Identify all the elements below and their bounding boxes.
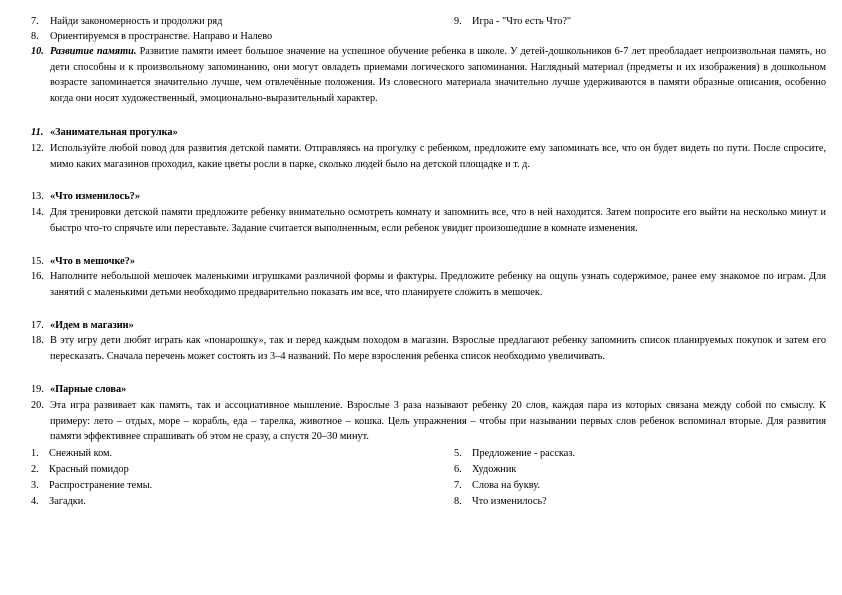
item-number: 13. [31,191,44,202]
item-number: 7. [454,480,462,491]
bottom-list-item-3 [31,478,152,494]
item-text: Найди закономерность и продолжи ряд [50,16,223,27]
item-paragraph [50,44,826,106]
item-number: 2. [31,464,39,475]
item-text: Загадки. [49,496,86,507]
item-text: Игра - "Что есть Что?" [472,16,572,27]
bottom-list-item-7 [454,478,540,494]
item-text: Развитие памяти имеет большое значение на успешное обучение ребенка в школе. У детей-дошкольников 6-7 лет преобладает непроизвольная память, но дети способны и к произвольному запоминанию, они могут овладеть приемами логического запоминания. Наглядный материал (предметы и их изображения) в дошкольном возрасте запоминается значительно лучше, чем отвлечённые положения. Из словесного материала значительно лучше удерживаются в памяти образные описания, особенно когда они носят художественный, эмоционально-выразительный характер. [50,46,826,104]
item-heading: «Идем в магазин» [50,320,134,331]
bottom-list-item-2 [31,462,129,478]
item-text: Красный помидор [49,464,129,475]
item-number: 16. [31,271,44,282]
item-number: 7. [31,16,39,27]
bottom-list-item-8 [454,494,547,510]
item-heading: «Что изменилось?» [50,191,140,202]
item-number: 19. [31,384,44,395]
item-number: 8. [31,31,39,42]
item-number: 5. [454,448,462,459]
item-heading: «Парные слова» [50,384,127,395]
item-text: Распространение темы. [49,480,153,491]
item-text: Для тренировки детской памяти предложите ребенку внимательно осмотреть комнату и запомнить все, что в ней находится. Затем попросите его выйти на несколько минут и быстро что-то спрячьте или переставьте. Задание считается выполненным, если ребенок увидит произошедшие в комнате изменения. [50,207,826,234]
item-number: 9. [454,16,462,27]
item-title: Развитие памяти. [50,46,137,57]
item-text: В эту игру дети любят играть как «понарошку», так и перед каждым походом в магазин. Взрослые предлагают ребенку запомнить список планируемых покупок и затем его пересказать. Сначала перечень может состоять из 3–4 названий. По мере взросления ребенка список необходимо увеличивать. [50,335,826,362]
item-heading: «Занимательная прогулка» [50,127,178,138]
item-number: 15. [31,256,44,267]
item-number: 3. [31,480,39,491]
item-text: Наполните небольшой мешочек маленькими игрушками различной формы и фактуры. Предложите ребенку на ощупь узнать содержимое, ранее ему знакомое по играм. Для занятий с маленькими детьми необходимо предварительно показать им все, что планируете сложить в мешочек. [50,271,826,298]
item-text: Предложение - рассказ. [472,448,575,459]
item-number: 14. [31,207,44,218]
item-number: 1. [31,448,39,459]
item-number: 4. [31,496,39,507]
bottom-list-item-6 [454,462,516,478]
item-number: 17. [31,320,44,331]
item-text: Используйте любой повод для развития детской памяти. Отправляясь на прогулку с ребенком, предложите ему запоминать все, что он будет видеть по пути. После спросите, мимо каких магазинов проходил, какие цветы росли в парке, сколько людей было на детской площадке и т. д. [50,143,826,170]
item-number: 18. [31,335,44,346]
item-heading: «Что в мешочке?» [50,256,135,267]
item-text: Что изменилось? [472,496,547,507]
item-number: 11. [31,127,44,138]
item-number: 8. [454,496,462,507]
item-text: Художник [472,464,517,475]
item-text: Снежный ком. [49,448,113,459]
bottom-list-item-4 [31,494,86,510]
item-number: 10. [31,46,44,57]
item-number: 6. [454,464,462,475]
list-item-9 [454,14,571,30]
item-text: Слова на букву. [472,480,540,491]
bottom-list-item-1 [31,446,112,462]
item-number: 12. [31,143,44,154]
item-text: Ориентируемся в пространстве. Направо и Налево [50,31,273,42]
item-text: Эта игра развивает как память, так и ассоциативное мышление. Взрослые 3 раза называют ребенку 20 слов, каждая пара из которых связана между собой по смыслу. К примеру: лето – отдых, море – корабль, еда – тарелка, животное – кошка. Цель упражнения – чтобы при назывании первых слов ребенок вспоминал вторые. Для развития памяти эффективнее спрашивать об этом не сразу, а спустя 20–30 минут. [50,400,826,442]
bottom-list-item-5 [454,446,575,462]
item-number: 20. [31,400,44,411]
